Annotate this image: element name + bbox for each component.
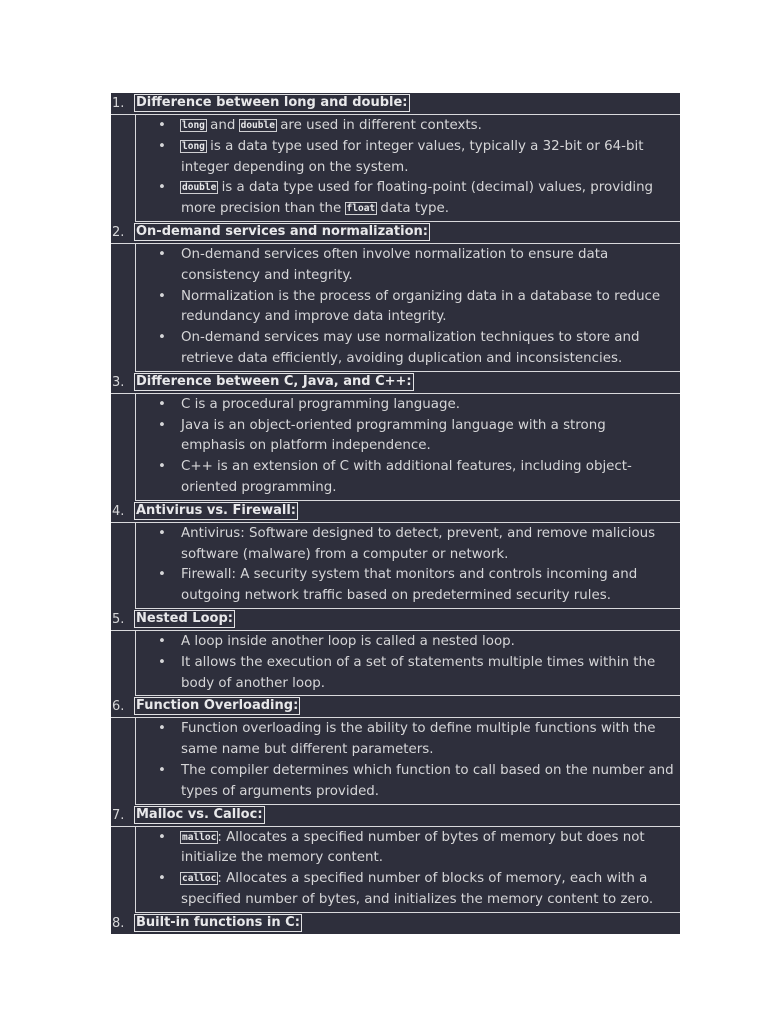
list-item [136,178,680,220]
section-title: Difference between C, Java, and C++: [136,373,412,389]
inline-code: malloc [182,831,217,843]
bullet-icon: • [158,633,166,649]
bullet-icon: • [158,871,166,887]
section-number: 6. [112,699,125,715]
list-item [136,761,680,803]
document-content [111,93,680,934]
bullet-text: Function overloading is the ability to define multiple functions with the same name but different parameters. [181,721,656,758]
list-item [136,287,680,329]
list-item [136,869,680,911]
section-number: 8. [112,915,125,931]
list-item [136,137,680,179]
list-item [136,395,680,416]
section [111,913,680,934]
bullet-text: A loop inside another loop is called a nested loop. [181,633,515,649]
section-number: 1. [112,96,125,111]
bullet-text: are used in different contexts. [275,118,482,133]
section-title: On-demand services and normalization: [136,223,428,239]
bullet-icon: • [158,396,166,412]
bullet-text: is a data type used for integer values, typically a 32-bit or 64-bit integer depending on the system. [181,138,644,175]
section [111,372,680,501]
section [111,93,680,222]
inline-code: float [346,203,376,215]
section [111,609,680,696]
section-heading [111,501,680,523]
bullet-icon: • [158,459,166,475]
section-title: Malloc vs. Calloc: [136,806,263,822]
bullet-text: Java is an object-oriented programming language with a strong emphasis on platform independence. [181,417,606,454]
section [111,501,680,609]
bullet-list [135,827,680,913]
bullet-text: On-demand services often involve normalization to ensure data consistency and integrity. [181,246,609,283]
bullet-text: It allows the execution of a set of statements multiple times within the body of another loop. [181,654,656,691]
bullet-list [135,718,680,804]
bullet-icon: • [158,829,166,845]
bullet-icon: • [158,288,166,304]
bullet-list [135,631,680,696]
bullet-icon: • [158,330,166,346]
bullet-icon: • [158,567,166,583]
section-title: Function Overloading: [136,698,299,714]
bullet-icon: • [158,118,166,133]
list-item [136,416,680,458]
section-title: Antivirus vs. Firewall: [136,502,296,518]
bullet-icon: • [158,654,166,670]
section-number: 4. [112,503,125,519]
section-number: 2. [112,224,125,240]
section-number: 7. [112,807,125,823]
section-heading [111,222,680,244]
section-heading [111,805,680,827]
bullet-text: C++ is an extension of C with additional features, including object-oriented programming. [181,459,632,495]
section-heading [111,372,680,394]
bullet-icon: • [158,180,166,196]
section-heading [111,696,680,718]
bullet-text: Normalization is the process of organizing data in a database to reduce redundancy and improve data integrity. [181,288,661,325]
inline-code: calloc [182,873,217,885]
section-number: 3. [112,374,125,390]
bullet-list [135,523,680,609]
section-heading [111,609,680,631]
section-heading [111,93,680,115]
section-number: 5. [112,611,125,627]
inline-code: double [240,120,275,131]
list-item [136,245,680,287]
bullet-text: : Allocates a specified number of blocks of memory, each with a specified number of bytes, and initializes the memory content to zero. [181,871,654,907]
list-item [136,457,680,499]
section [111,805,680,913]
list-item [136,116,680,137]
list-item [136,328,680,370]
list-item [136,632,680,653]
bullet-text: On-demand services may use normalization techniques to store and retrieve data efficiently, avoiding duplication and inconsistencies. [181,330,640,366]
section [111,222,680,372]
list-item [136,653,680,695]
bullet-list [135,115,680,222]
section-title: Nested Loop: [136,610,233,626]
bullet-text: : Allocates a specified number of bytes of memory but does not initialize the memory content. [181,829,645,866]
list-item [136,524,680,566]
bullet-text: C is a procedural programming language. [181,396,460,412]
list-item [136,719,680,761]
section-heading [111,913,680,934]
inline-code: double [182,182,217,194]
inline-code: long [182,120,205,131]
bullet-text: Firewall: A security system that monitors and controls incoming and outgoing network traffic based on predetermined security rules. [181,567,638,604]
section-title: Built-in functions in C: [136,914,300,930]
bullet-list [135,394,680,501]
bullet-text: The compiler determines which function to call based on the number and types of arguments provided. [181,762,674,799]
bullet-icon: • [158,721,166,737]
bullet-icon: • [158,525,166,541]
list-item [136,828,680,870]
bullet-icon: • [158,138,166,154]
section [111,696,680,804]
bullet-list [135,244,680,372]
bullet-text: and [205,118,240,133]
bullet-icon: • [158,417,166,433]
bullet-text: Antivirus: Software designed to detect, prevent, and remove malicious software (malware) from a computer or network. [181,525,656,562]
section-title: Difference between long and double: [136,95,408,110]
list-item [136,565,680,607]
bullet-icon: • [158,246,166,262]
inline-code: long [182,140,205,152]
bullet-icon: • [158,762,166,778]
bullet-text: data type. [376,201,449,217]
bullet-text: is a data type used for floating-point (decimal) values, providing more precision than the [181,180,654,217]
